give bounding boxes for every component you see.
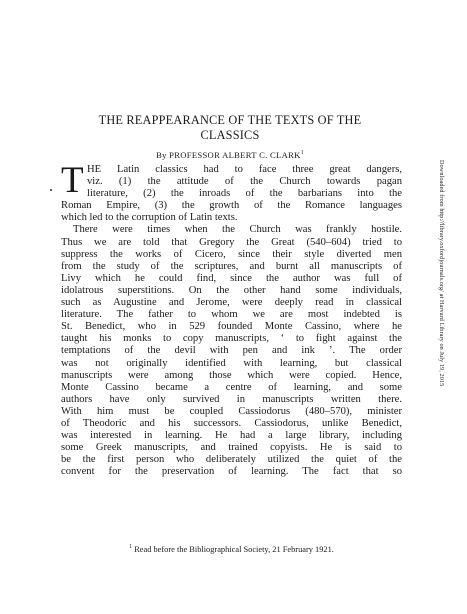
body-line: was not originally identified with learning, but classical <box>61 357 402 369</box>
body-line: which led to the corruption of Latin texts. <box>61 212 238 224</box>
footnote-mark: 1 <box>129 544 133 551</box>
body-line: authors have only survived in manuscripts written there. <box>61 393 402 405</box>
drop-cap: T <box>61 160 84 201</box>
body-line: convent for the preservation of learning. The fact that so <box>61 466 402 478</box>
body-line: literature. The father to whom we are most indebted is <box>61 309 402 321</box>
body-line: from the study of the scriptures, and burnt all manuscripts of <box>61 260 402 272</box>
body-line: There were times when the Church was frankly hostile. <box>73 224 402 236</box>
footnote-text: Read before the Bibliographical Society, 21 February 1921. <box>134 545 334 554</box>
body-line: taught his monks to copy manuscripts, ‘ to fight against the <box>61 333 402 345</box>
download-watermark <box>440 160 450 580</box>
download-watermark-text: Downloaded from http://library.oxfordjournals.org/ at Harvard Library on July 19, 2015 <box>438 160 445 387</box>
body-line: With him must be coupled Cassiodorus (480–570), minister <box>61 405 402 417</box>
article-body <box>61 160 402 478</box>
body-line: Thus we are told that Gregory the Great (540–604) tried to <box>61 236 402 248</box>
body-line: some Greek manuscripts, and trained copyists. He is said to <box>61 442 402 454</box>
scan-speck <box>50 189 52 191</box>
article-title-line-2: CLASSICS <box>200 128 260 142</box>
body-line: Livy which he could find, since the author was full of <box>61 272 402 284</box>
byline-prefix: By <box>156 150 167 160</box>
body-line: literature, (2) the inroads of the barbarians into the <box>87 188 402 200</box>
body-line: viz. (1) the attitude of the Church towards pagan <box>87 176 402 188</box>
article-title-line-1: THE REAPPEARANCE OF THE TEXTS OF THE <box>98 113 362 127</box>
body-line: manuscripts were among those which were copied. Hence, <box>61 369 402 381</box>
body-line: temptations of the devil with pen and ink ’. The order <box>61 345 402 357</box>
body-line: such as Augustine and Jerome, were deeply read in classical <box>61 297 402 309</box>
article-title <box>60 113 400 143</box>
body-line: be the first person who deliberately utilized the quiet of the <box>61 454 402 466</box>
body-line: Monte Cassino became a centre of learning, and some <box>61 381 402 393</box>
body-line: idolatrous superstitions. On the other hand some individuals, <box>61 284 402 296</box>
footnote <box>61 545 402 555</box>
body-line: Roman Empire, (3) the growth of the Romance languages <box>61 200 402 212</box>
body-line: was interested in learning. He had a large library, including <box>61 430 402 442</box>
body-line: St. Benedict, who in 529 founded Monte Cassino, where he <box>61 321 402 333</box>
byline-author-name: PROFESSOR ALBERT C. CLARK <box>169 150 301 160</box>
body-line: suppress the works of Cicero, since their style diverted men <box>61 248 402 260</box>
body-line: HE Latin classics had to face three great dangers, <box>87 164 402 175</box>
byline-footnote-mark: 1 <box>300 150 304 157</box>
article-byline <box>60 150 400 160</box>
body-line: of Theodoric and his successors. Cassiodorus, unlike Benedict, <box>61 417 402 429</box>
